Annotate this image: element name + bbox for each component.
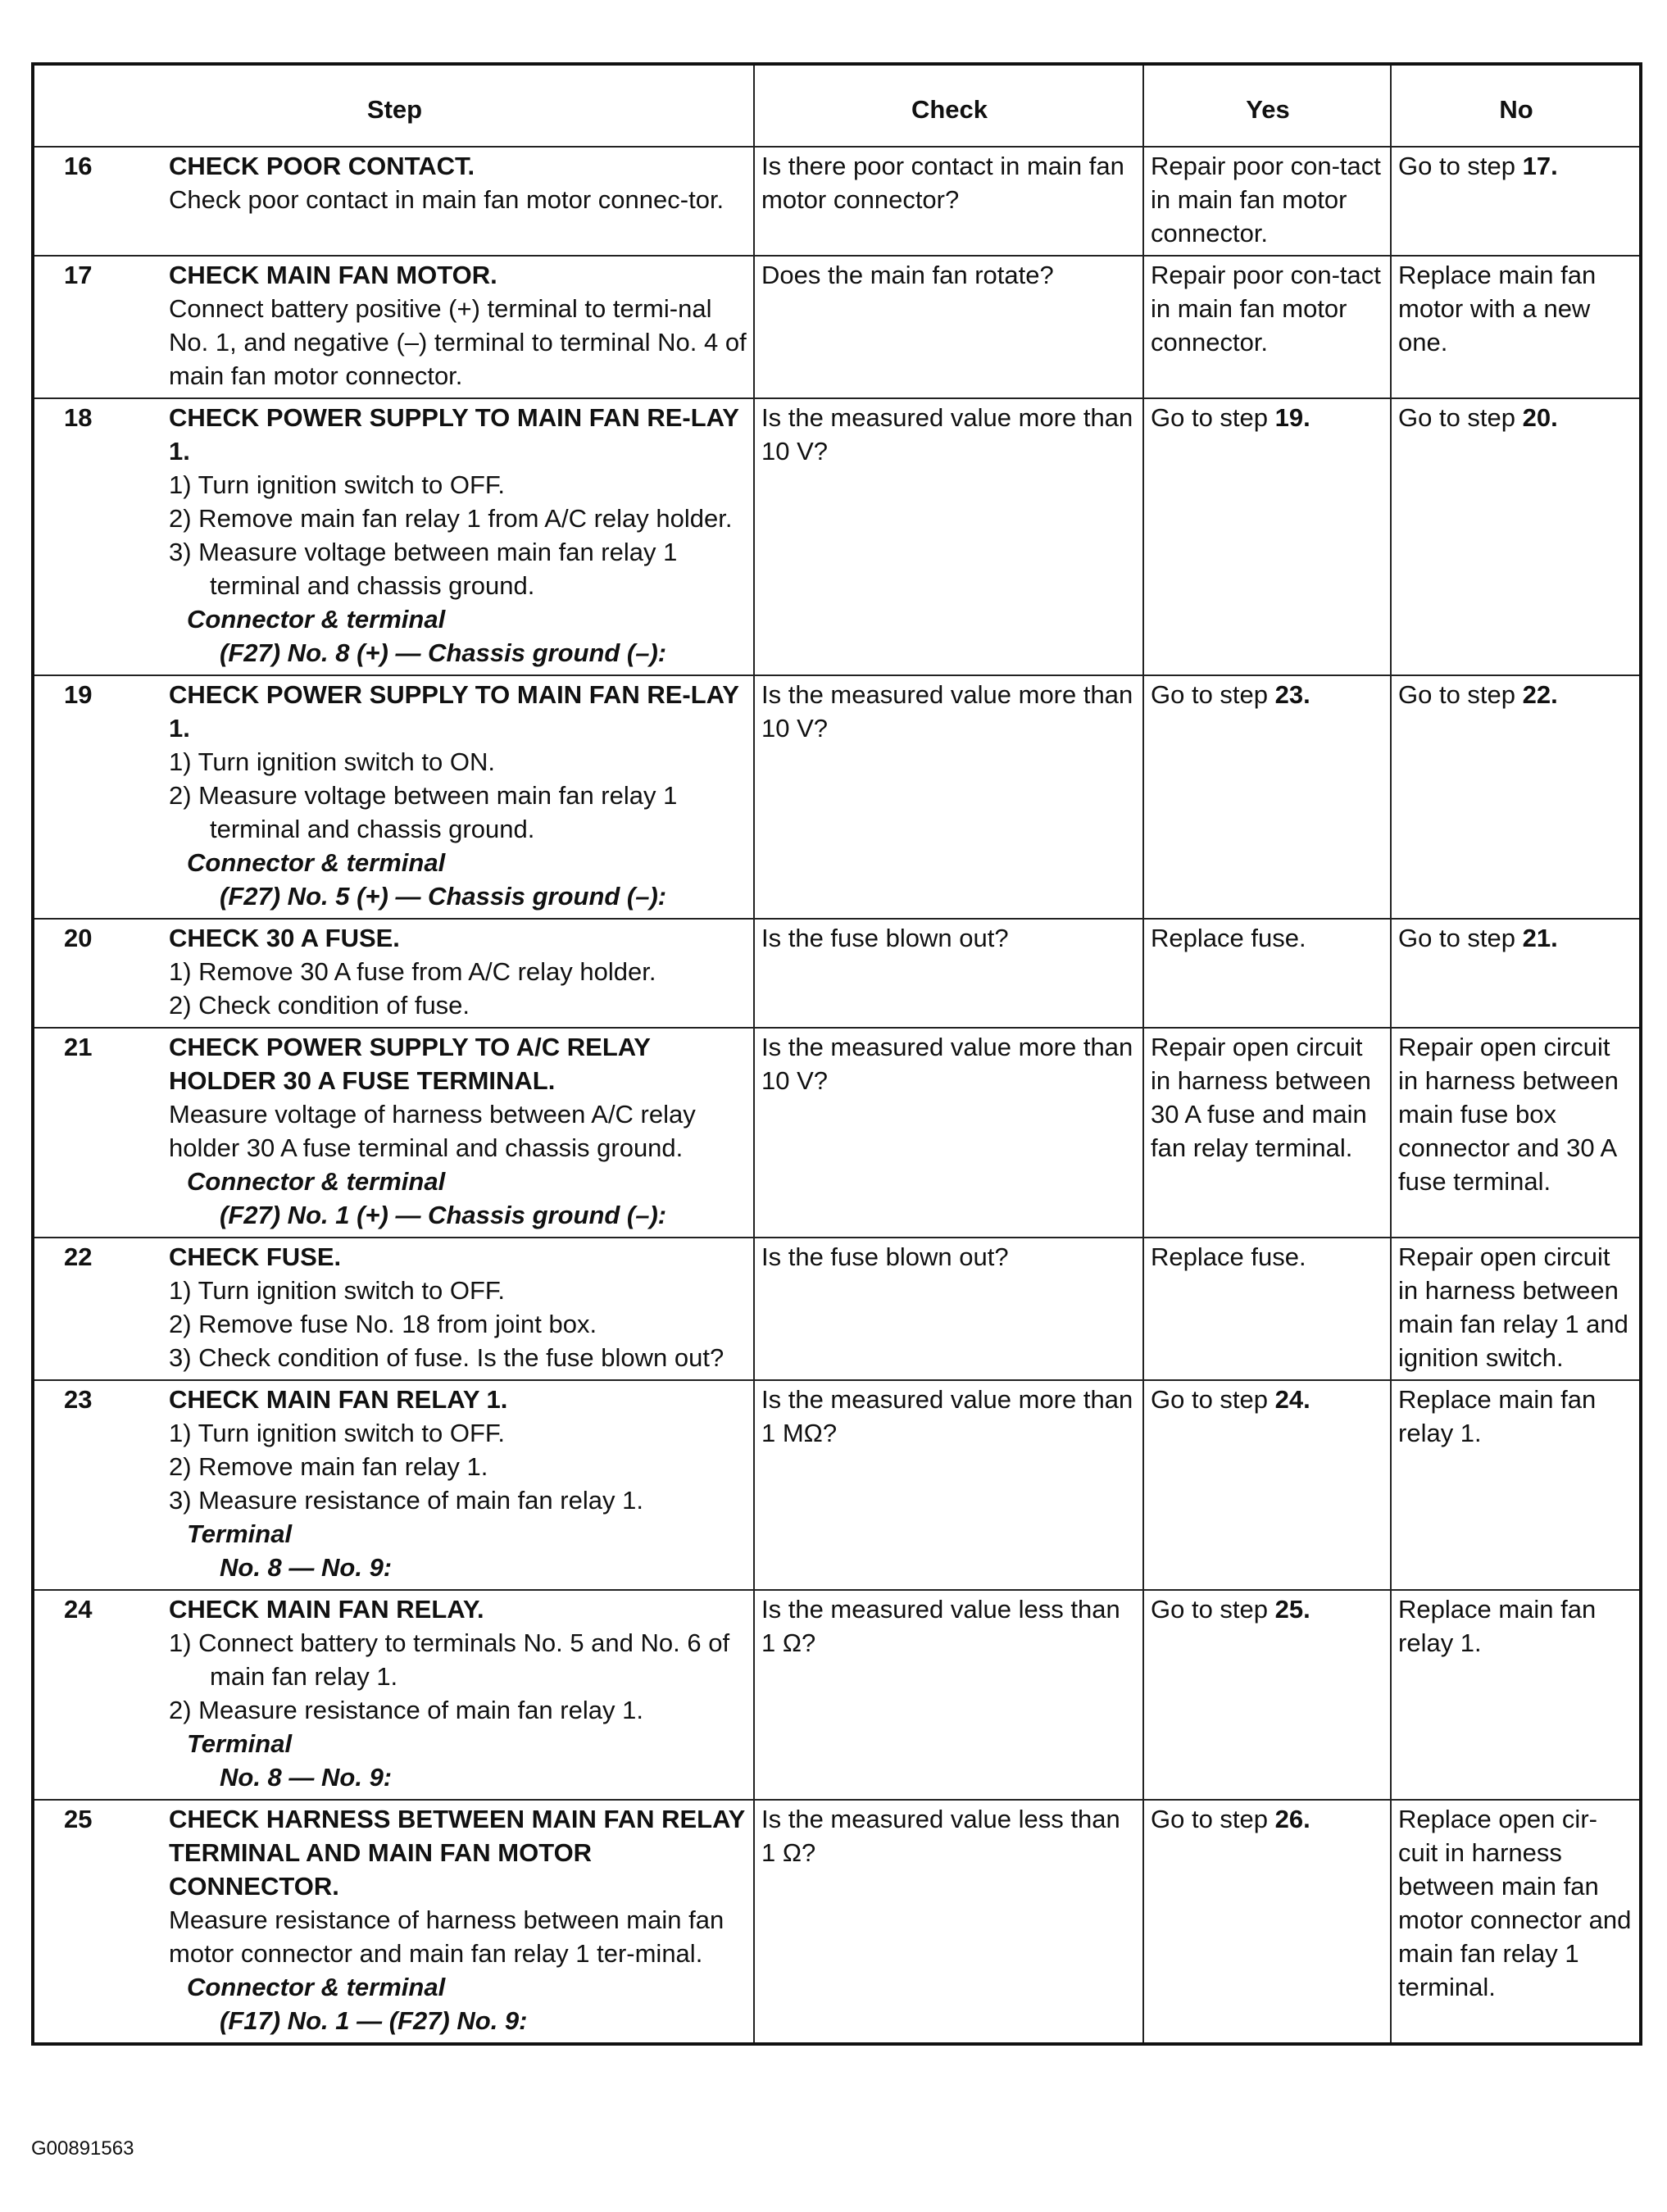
step-cell <box>33 919 754 1028</box>
connector-value: (F17) No. 1 — (F27) No. 9: <box>220 2006 528 2035</box>
no-goto-label: Go to step <box>1398 152 1516 180</box>
check-cell: Is the measured value more than 10 V? <box>754 1028 1143 1238</box>
connector-value: (F27) No. 8 (+) — Chassis ground (–): <box>220 638 667 667</box>
step-instruction: 2) Check condition of fuse. <box>169 991 470 1020</box>
table-row <box>33 1800 1641 2044</box>
step-cell <box>33 1380 754 1590</box>
step-description: Measure resistance of harness between main fan motor connector and main fan relay 1 ter-minal. <box>169 1905 724 1968</box>
check-cell: Is the measured value more than 10 V? <box>754 675 1143 919</box>
step-body <box>169 921 748 1022</box>
table-header-row <box>33 64 1641 147</box>
table-row <box>33 1380 1641 1590</box>
yes-action: Repair poor con-tact in main fan motor connector. <box>1151 152 1381 248</box>
step-body <box>169 678 748 913</box>
step-title: CHECK MAIN FAN RELAY. <box>169 1595 484 1624</box>
check-cell: Is the measured value more than 10 V? <box>754 398 1143 675</box>
step-instruction: 1) Connect battery to terminals No. 5 and No. 6 of main fan relay 1. <box>169 1628 730 1691</box>
step-number: 21 <box>64 1033 93 1061</box>
connector-label: Connector & terminal <box>187 1167 446 1196</box>
connector-value: No. 8 — No. 9: <box>220 1553 393 1582</box>
yes-goto-label: Go to step <box>1151 1385 1269 1414</box>
table-row <box>33 398 1641 675</box>
table-row <box>33 919 1641 1028</box>
yes-cell <box>1143 1380 1391 1590</box>
no-goto-step: 21. <box>1522 924 1558 952</box>
step-instruction: 3) Measure resistance of main fan relay 1. <box>169 1486 643 1515</box>
no-cell <box>1391 398 1641 675</box>
no-goto-label: Go to step <box>1398 924 1516 952</box>
step-description: Measure voltage of harness between A/C relay holder 30 A fuse terminal and chassis ground. <box>169 1100 696 1162</box>
step-number: 18 <box>64 403 93 432</box>
table-body <box>33 147 1641 2044</box>
step-title: CHECK POOR CONTACT. <box>169 152 475 180</box>
check-cell: Is the measured value more than 1 MΩ? <box>754 1380 1143 1590</box>
no-cell <box>1391 147 1641 256</box>
step-number: 22 <box>64 1242 93 1271</box>
yes-action: Replace fuse. <box>1151 1242 1306 1271</box>
connector-label: Terminal <box>187 1729 293 1758</box>
connector-value: No. 8 — No. 9: <box>220 1763 393 1792</box>
step-cell <box>33 1800 754 2044</box>
connector-label: Connector & terminal <box>187 1973 446 2001</box>
step-instruction: 2) Remove fuse No. 18 from joint box. <box>169 1310 597 1338</box>
no-cell <box>1391 675 1641 919</box>
step-body <box>169 258 748 393</box>
step-instruction: 1) Turn ignition switch to OFF. <box>169 470 506 499</box>
no-goto-label: Go to step <box>1398 680 1516 709</box>
step-cell <box>33 398 754 675</box>
step-instruction: 1) Turn ignition switch to ON. <box>169 747 495 776</box>
step-description: Connect battery positive (+) terminal to termi-nal No. 1, and negative (–) terminal to terminal No. 4 of main fan motor connector. <box>169 294 747 390</box>
connector-label: Terminal <box>187 1519 293 1548</box>
step-instruction: 1) Remove 30 A fuse from A/C relay holder. <box>169 957 656 986</box>
step-instruction: 2) Remove main fan relay 1 from A/C relay holder. <box>169 504 733 533</box>
yes-cell <box>1143 147 1391 256</box>
step-title: CHECK FUSE. <box>169 1242 342 1271</box>
step-number: 20 <box>64 924 93 952</box>
no-goto-label: Go to step <box>1398 403 1516 432</box>
step-cell <box>33 256 754 398</box>
table-row <box>33 1238 1641 1380</box>
step-number: 16 <box>64 152 93 180</box>
step-instruction: 3) Check condition of fuse. Is the fuse blown out? <box>169 1343 724 1372</box>
no-cell <box>1391 256 1641 398</box>
table-row <box>33 256 1641 398</box>
no-cell <box>1391 1800 1641 2044</box>
step-instruction: 2) Remove main fan relay 1. <box>169 1452 488 1481</box>
check-cell: Is the fuse blown out? <box>754 1238 1143 1380</box>
step-number: 23 <box>64 1385 93 1414</box>
check-cell: Is the measured value less than 1 Ω? <box>754 1800 1143 2044</box>
step-cell <box>33 1028 754 1238</box>
header-check: Check <box>754 64 1143 147</box>
yes-cell <box>1143 398 1391 675</box>
step-title: CHECK MAIN FAN RELAY 1. <box>169 1385 508 1414</box>
diagnostic-table <box>31 62 1642 2046</box>
connector-label: Connector & terminal <box>187 848 446 877</box>
step-description: Check poor contact in main fan motor connec-tor. <box>169 185 724 214</box>
step-number: 17 <box>64 261 93 289</box>
check-cell: Does the main fan rotate? <box>754 256 1143 398</box>
yes-cell <box>1143 1590 1391 1800</box>
step-instruction: 2) Measure voltage between main fan relay 1 terminal and chassis ground. <box>169 781 678 843</box>
step-cell <box>33 147 754 256</box>
check-cell: Is the fuse blown out? <box>754 919 1143 1028</box>
yes-goto-label: Go to step <box>1151 1595 1269 1624</box>
no-action: Replace main fan relay 1. <box>1398 1595 1597 1657</box>
yes-action: Replace fuse. <box>1151 924 1306 952</box>
no-action: Replace main fan motor with a new one. <box>1398 261 1597 357</box>
step-body <box>169 1240 748 1374</box>
no-cell <box>1391 919 1641 1028</box>
step-number: 19 <box>64 680 93 709</box>
yes-goto-step: 26. <box>1274 1805 1310 1833</box>
yes-cell <box>1143 256 1391 398</box>
table-row <box>33 147 1641 256</box>
step-instruction: 1) Turn ignition switch to OFF. <box>169 1276 506 1305</box>
yes-goto-label: Go to step <box>1151 403 1269 432</box>
step-body <box>169 1592 748 1794</box>
yes-goto-label: Go to step <box>1151 1805 1269 1833</box>
no-action: Repair open circuit in harness between main fan relay 1 and ignition switch. <box>1398 1242 1628 1372</box>
yes-goto-step: 19. <box>1274 403 1310 432</box>
step-body <box>169 1030 748 1232</box>
no-cell <box>1391 1028 1641 1238</box>
header-yes: Yes <box>1143 64 1391 147</box>
step-instruction: 3) Measure voltage between main fan relay 1 terminal and chassis ground. <box>169 538 678 600</box>
figure-id: G00891563 <box>31 2137 134 2160</box>
yes-cell <box>1143 919 1391 1028</box>
step-instruction: 1) Turn ignition switch to OFF. <box>169 1419 506 1447</box>
step-title: CHECK POWER SUPPLY TO MAIN FAN RE-LAY 1. <box>169 680 739 743</box>
step-title: CHECK POWER SUPPLY TO MAIN FAN RE-LAY 1. <box>169 403 739 466</box>
yes-cell <box>1143 1028 1391 1238</box>
step-title: CHECK POWER SUPPLY TO A/C RELAY HOLDER 30 A FUSE TERMINAL. <box>169 1033 651 1095</box>
step-title: CHECK 30 A FUSE. <box>169 924 400 952</box>
step-cell <box>33 1590 754 1800</box>
no-goto-step: 17. <box>1522 152 1558 180</box>
no-goto-step: 22. <box>1522 680 1558 709</box>
check-cell: Is there poor contact in main fan motor connector? <box>754 147 1143 256</box>
yes-cell <box>1143 1238 1391 1380</box>
yes-goto-step: 25. <box>1274 1595 1310 1624</box>
no-action: Replace main fan relay 1. <box>1398 1385 1597 1447</box>
connector-value: (F27) No. 1 (+) — Chassis ground (–): <box>220 1201 667 1229</box>
check-cell: Is the measured value less than 1 Ω? <box>754 1590 1143 1800</box>
yes-cell <box>1143 675 1391 919</box>
step-cell <box>33 675 754 919</box>
step-cell <box>33 1238 754 1380</box>
step-number: 24 <box>64 1595 93 1624</box>
yes-goto-label: Go to step <box>1151 680 1269 709</box>
table-row <box>33 1590 1641 1800</box>
yes-goto-step: 23. <box>1274 680 1310 709</box>
no-action: Replace open cir-cuit in harness between main fan motor connector and main fan relay 1 terminal. <box>1398 1805 1632 2001</box>
step-instruction: 2) Measure resistance of main fan relay 1. <box>169 1696 643 1724</box>
step-number: 25 <box>64 1805 93 1833</box>
yes-cell <box>1143 1800 1391 2044</box>
yes-action: Repair open circuit in harness between 30 A fuse and main fan relay terminal. <box>1151 1033 1371 1162</box>
table-row <box>33 1028 1641 1238</box>
table-row <box>33 675 1641 919</box>
yes-goto-step: 24. <box>1274 1385 1310 1414</box>
header-no: No <box>1391 64 1641 147</box>
no-goto-step: 20. <box>1522 403 1558 432</box>
no-cell <box>1391 1380 1641 1590</box>
step-title: CHECK HARNESS BETWEEN MAIN FAN RELAY TERMINAL AND MAIN FAN MOTOR CONNECTOR. <box>169 1805 745 1901</box>
step-title: CHECK MAIN FAN MOTOR. <box>169 261 497 289</box>
step-body <box>169 149 748 216</box>
yes-action: Repair poor con-tact in main fan motor connector. <box>1151 261 1381 357</box>
header-step: Step <box>33 64 754 147</box>
connector-value: (F27) No. 5 (+) — Chassis ground (–): <box>220 882 667 911</box>
step-body <box>169 1802 748 2037</box>
no-cell <box>1391 1238 1641 1380</box>
no-action: Repair open circuit in harness between main fuse box connector and 30 A fuse terminal. <box>1398 1033 1619 1196</box>
connector-label: Connector & terminal <box>187 605 446 634</box>
no-cell <box>1391 1590 1641 1800</box>
step-body <box>169 1383 748 1584</box>
step-body <box>169 401 748 670</box>
